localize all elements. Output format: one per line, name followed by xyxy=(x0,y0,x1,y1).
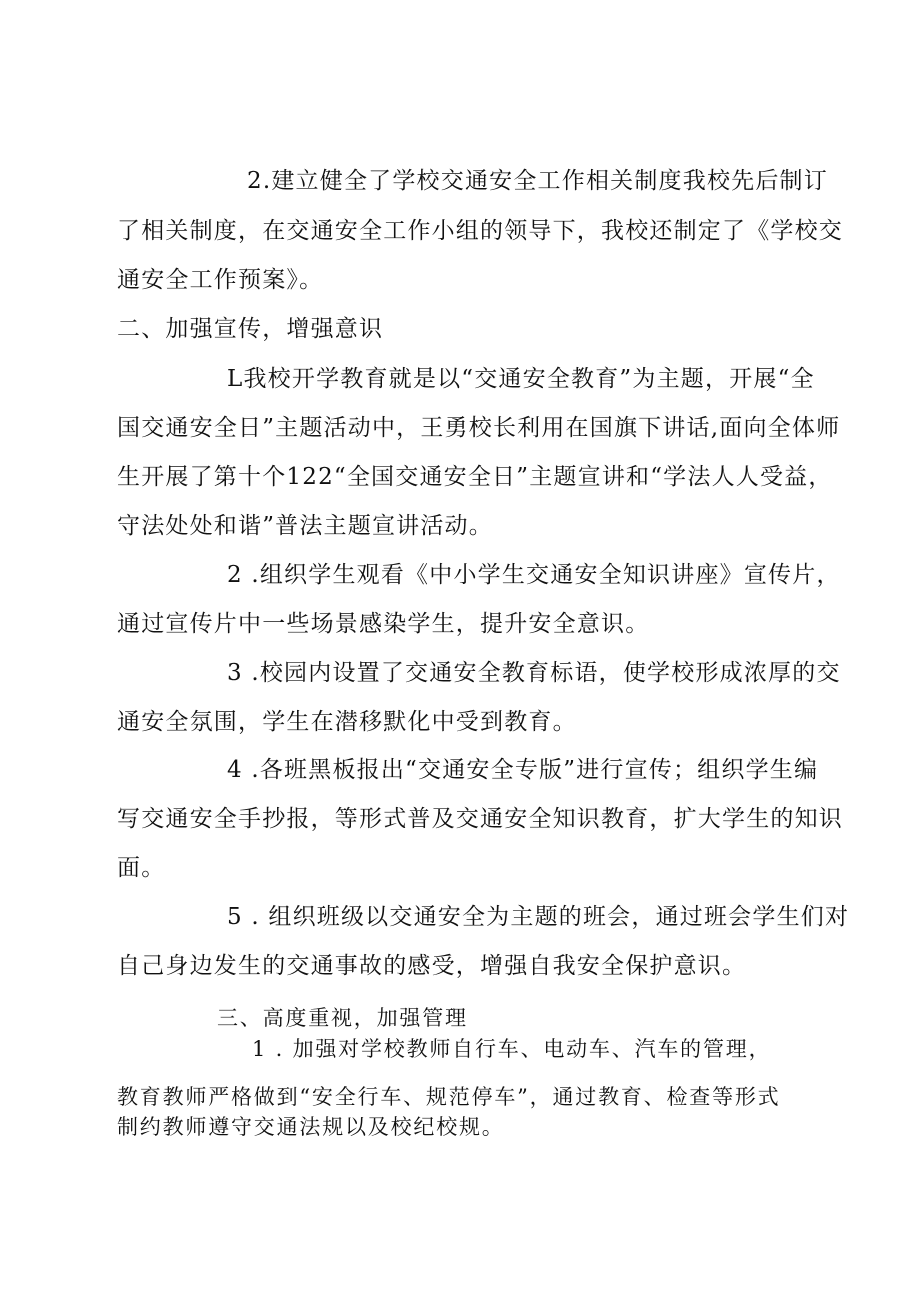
paragraph-2-line-2: 国交通安全日”主题活动中，王勇校长利用在国旗下讲话,面向全体师 xyxy=(117,415,841,441)
paragraph-1-line-2: 了相关制度，在交通安全工作小组的领导下，我校还制定了《学校交 xyxy=(117,218,843,244)
paragraph-7-line-2: 教育教师严格做到“安全行车、规范停车”，通过教育、检查等形式 xyxy=(117,1085,781,1109)
paragraph-6-line-1: 5 . 组织班级以交通安全为主题的班会，通过班会学生们对 xyxy=(227,904,850,930)
paragraph-6-line-2: 自己身边发生的交通事故的感受，增强自我安全保护意识。 xyxy=(117,953,747,979)
paragraph-1-line-3: 通安全工作预案》。 xyxy=(117,267,324,293)
paragraph-1-line-1: 2.建立健全了学校交通安全工作相关制度我校先后制订 xyxy=(247,168,828,194)
paragraph-5-line-1: 4 .各班黑板报出“交通安全专版”进行宣传；组织学生编 xyxy=(227,757,819,783)
paragraph-4-line-2: 通安全氛围，学生在潜移默化中受到教育。 xyxy=(117,709,577,735)
paragraph-2-line-1: L我校开学教育就是以“交通安全教育”为主题，开展“全 xyxy=(227,366,815,392)
paragraph-4-line-1: 3 .校园内设置了交通安全教育标语，使学校形成浓厚的交 xyxy=(227,660,841,686)
section-heading-2: 二、加强宣传，增强意识 xyxy=(117,316,384,342)
paragraph-3-line-2: 通过宣传片中一些场景感染学生，提升安全意识。 xyxy=(117,611,650,637)
paragraph-5-line-3: 面。 xyxy=(117,855,166,881)
paragraph-3-line-1: 2 .组织学生观看《中小学生交通安全知识讲座》宣传片， xyxy=(227,562,841,588)
paragraph-7-line-1: 1 . 加强对学校教师自行车、电动车、汽车的管理， xyxy=(252,1037,772,1061)
paragraph-7-line-3: 制约教师遵守交通法规以及校纪校规。 xyxy=(117,1115,505,1139)
paragraph-2-line-3: 生开展了第十个122“全国交通安全日”主题宣讲和“学法人人受益， xyxy=(117,464,833,490)
section-heading-3: 三、高度重视，加强管理 xyxy=(217,1006,468,1030)
paragraph-2-line-4: 守法处处和谐”普法主题宣讲活动。 xyxy=(117,513,493,539)
paragraph-5-line-2: 写交通安全手抄报，等形式普及交通安全知识教育，扩大学生的知识 xyxy=(117,806,843,832)
